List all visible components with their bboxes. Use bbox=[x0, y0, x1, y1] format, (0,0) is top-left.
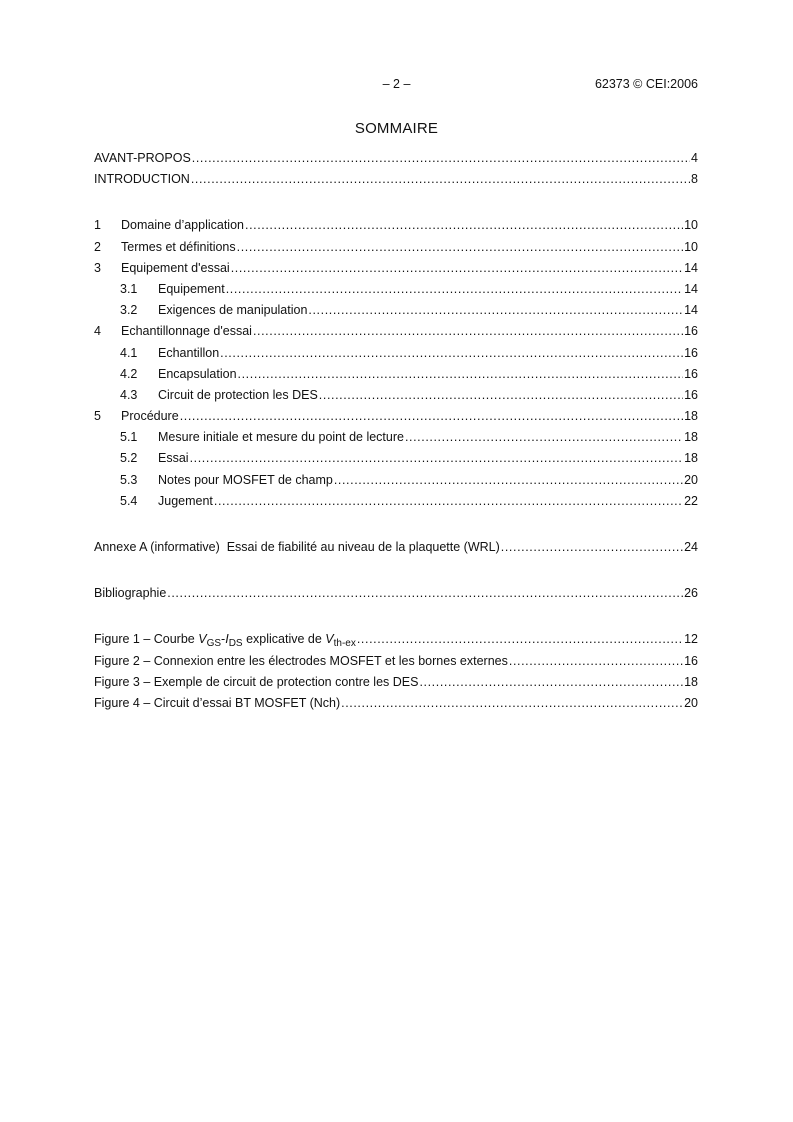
toc-page: 16 bbox=[684, 345, 698, 360]
dot-leader bbox=[237, 240, 683, 254]
dot-leader bbox=[419, 675, 683, 689]
toc-label bbox=[94, 632, 356, 650]
toc-entry-avant-propos[interactable] bbox=[94, 151, 698, 172]
toc-page: 8 bbox=[691, 172, 698, 187]
toc-label: Equipement bbox=[158, 281, 225, 296]
symbol-i: I bbox=[225, 632, 229, 647]
toc-label: Figure 3 – Exemple de circuit de protection contre les DES bbox=[94, 674, 419, 689]
dot-leader bbox=[245, 218, 683, 232]
toc-number: 3.1 bbox=[120, 281, 138, 296]
toc-label: Essai bbox=[158, 451, 189, 466]
dot-leader bbox=[231, 261, 683, 275]
toc-number: 3 bbox=[94, 260, 101, 275]
toc-entry-section-4-2[interactable] bbox=[94, 367, 698, 388]
toc-entry-section-5-4[interactable] bbox=[94, 494, 698, 515]
dot-leader bbox=[341, 696, 683, 710]
dot-leader bbox=[192, 151, 690, 165]
dot-leader bbox=[357, 632, 683, 646]
toc-number: 3.2 bbox=[120, 303, 138, 318]
toc-page: 12 bbox=[684, 632, 698, 647]
toc-entry-section-2[interactable] bbox=[94, 240, 698, 261]
toc-label: Domaine d’application bbox=[121, 218, 244, 233]
dot-leader bbox=[405, 430, 683, 444]
dot-leader bbox=[501, 540, 683, 554]
toc-entry-section-5[interactable] bbox=[94, 409, 698, 430]
toc-page: 10 bbox=[684, 239, 698, 254]
toc-entry-section-4-1[interactable] bbox=[94, 346, 698, 367]
toc-entry-figure-3[interactable] bbox=[94, 675, 698, 696]
dot-leader bbox=[253, 324, 683, 338]
toc-label: Procédure bbox=[121, 409, 179, 424]
toc-number: 5.4 bbox=[120, 493, 138, 508]
toc-page: 18 bbox=[684, 409, 698, 424]
toc-page: 18 bbox=[684, 674, 698, 689]
toc-entry-section-5-3[interactable] bbox=[94, 473, 698, 494]
toc-number: 4 bbox=[94, 324, 101, 339]
subscript-gs: GS bbox=[206, 638, 222, 650]
toc-page: 18 bbox=[684, 430, 698, 445]
toc-entry-figure-2[interactable] bbox=[94, 654, 698, 675]
toc-number: 5.2 bbox=[120, 451, 138, 466]
toc-number: 5 bbox=[94, 409, 101, 424]
toc-page: 16 bbox=[684, 387, 698, 402]
dot-leader bbox=[167, 586, 683, 600]
toc-label: Exigences de manipulation bbox=[158, 303, 308, 318]
dot-leader bbox=[220, 346, 683, 360]
toc-label: Echantillonnage d'essai bbox=[121, 324, 252, 339]
dot-leader bbox=[319, 388, 683, 402]
dot-leader bbox=[214, 494, 683, 508]
toc-label: Jugement bbox=[158, 493, 213, 508]
toc-page: 20 bbox=[684, 695, 698, 710]
toc-label: Termes et définitions bbox=[121, 239, 236, 254]
toc-entry-section-4-3[interactable] bbox=[94, 388, 698, 409]
toc-entry-section-3-1[interactable] bbox=[94, 282, 698, 303]
toc-page: 14 bbox=[684, 281, 698, 296]
symbol-dash: - bbox=[221, 632, 226, 647]
table-of-contents bbox=[94, 151, 698, 717]
dot-leader bbox=[190, 451, 684, 465]
toc-number: 5.3 bbox=[120, 472, 138, 487]
toc-entry-section-1[interactable] bbox=[94, 218, 698, 239]
page-title: SOMMAIRE bbox=[354, 120, 439, 137]
page-number: – 2 – bbox=[382, 77, 411, 91]
toc-number: 4.1 bbox=[120, 345, 138, 360]
toc-entry-figure-4[interactable] bbox=[94, 696, 698, 717]
toc-page: 14 bbox=[684, 260, 698, 275]
symbol-v: V bbox=[198, 632, 207, 647]
subscript-ds: DS bbox=[228, 638, 243, 650]
toc-page: 14 bbox=[684, 303, 698, 318]
toc-number: 4.2 bbox=[120, 366, 138, 381]
toc-label: Figure 2 – Connexion entre les électrodes MOSFET et les bornes externes bbox=[94, 653, 508, 668]
figure-1-prefix: Figure 1 – Courbe bbox=[94, 632, 199, 647]
toc-label: Mesure initiale et mesure du point de lecture bbox=[158, 430, 404, 445]
toc-label: Bibliographie bbox=[94, 586, 167, 601]
toc-page: 26 bbox=[684, 586, 698, 601]
dot-leader bbox=[226, 282, 683, 296]
toc-label: Notes pour MOSFET de champ bbox=[158, 472, 333, 487]
toc-entry-section-4[interactable] bbox=[94, 324, 698, 345]
dot-leader bbox=[191, 172, 690, 186]
toc-entry-figure-1[interactable] bbox=[94, 632, 698, 653]
toc-entry-bibliography[interactable] bbox=[94, 586, 698, 607]
figure-1-mid: explicative de bbox=[242, 632, 326, 647]
toc-entry-section-3[interactable] bbox=[94, 261, 698, 282]
toc-entry-section-3-2[interactable] bbox=[94, 303, 698, 324]
dot-leader bbox=[509, 654, 683, 668]
toc-entry-introduction[interactable] bbox=[94, 172, 698, 193]
toc-label: Equipement d'essai bbox=[121, 260, 230, 275]
toc-label: INTRODUCTION bbox=[94, 172, 190, 187]
toc-number: 4.3 bbox=[120, 387, 138, 402]
toc-entry-section-5-1[interactable] bbox=[94, 430, 698, 451]
toc-number: 1 bbox=[94, 218, 101, 233]
toc-page: 18 bbox=[684, 451, 698, 466]
toc-page: 16 bbox=[684, 653, 698, 668]
toc-page: 4 bbox=[691, 151, 698, 165]
toc-label: Echantillon bbox=[158, 345, 220, 360]
toc-page: 24 bbox=[684, 540, 698, 554]
toc-label: Circuit de protection les DES bbox=[158, 387, 318, 402]
dot-leader bbox=[308, 303, 683, 317]
toc-page: 16 bbox=[684, 324, 698, 339]
toc-page: 22 bbox=[684, 493, 698, 508]
toc-page: 16 bbox=[684, 366, 698, 381]
toc-number: 5.1 bbox=[120, 430, 138, 445]
toc-entry-annex-a[interactable] bbox=[94, 540, 698, 561]
dot-leader bbox=[238, 367, 684, 381]
toc-number: 2 bbox=[94, 239, 101, 254]
dot-leader bbox=[334, 473, 683, 487]
toc-entry-section-5-2[interactable] bbox=[94, 451, 698, 472]
toc-page: 10 bbox=[684, 218, 698, 233]
symbol-v: V bbox=[325, 632, 334, 647]
subscript-th-ex: th-ex bbox=[333, 638, 356, 650]
toc-label: AVANT-PROPOS bbox=[94, 151, 191, 165]
toc-page: 20 bbox=[684, 472, 698, 487]
toc-label: Annexe A (informative) Essai de fiabilité au niveau de la plaquette (WRL) bbox=[94, 540, 500, 554]
toc-label: Encapsulation bbox=[158, 366, 237, 381]
toc-label: Figure 4 – Circuit d’essai BT MOSFET (Nch) bbox=[94, 695, 341, 710]
dot-leader bbox=[180, 409, 683, 423]
document-id: 62373 © CEI:2006 bbox=[594, 77, 698, 91]
